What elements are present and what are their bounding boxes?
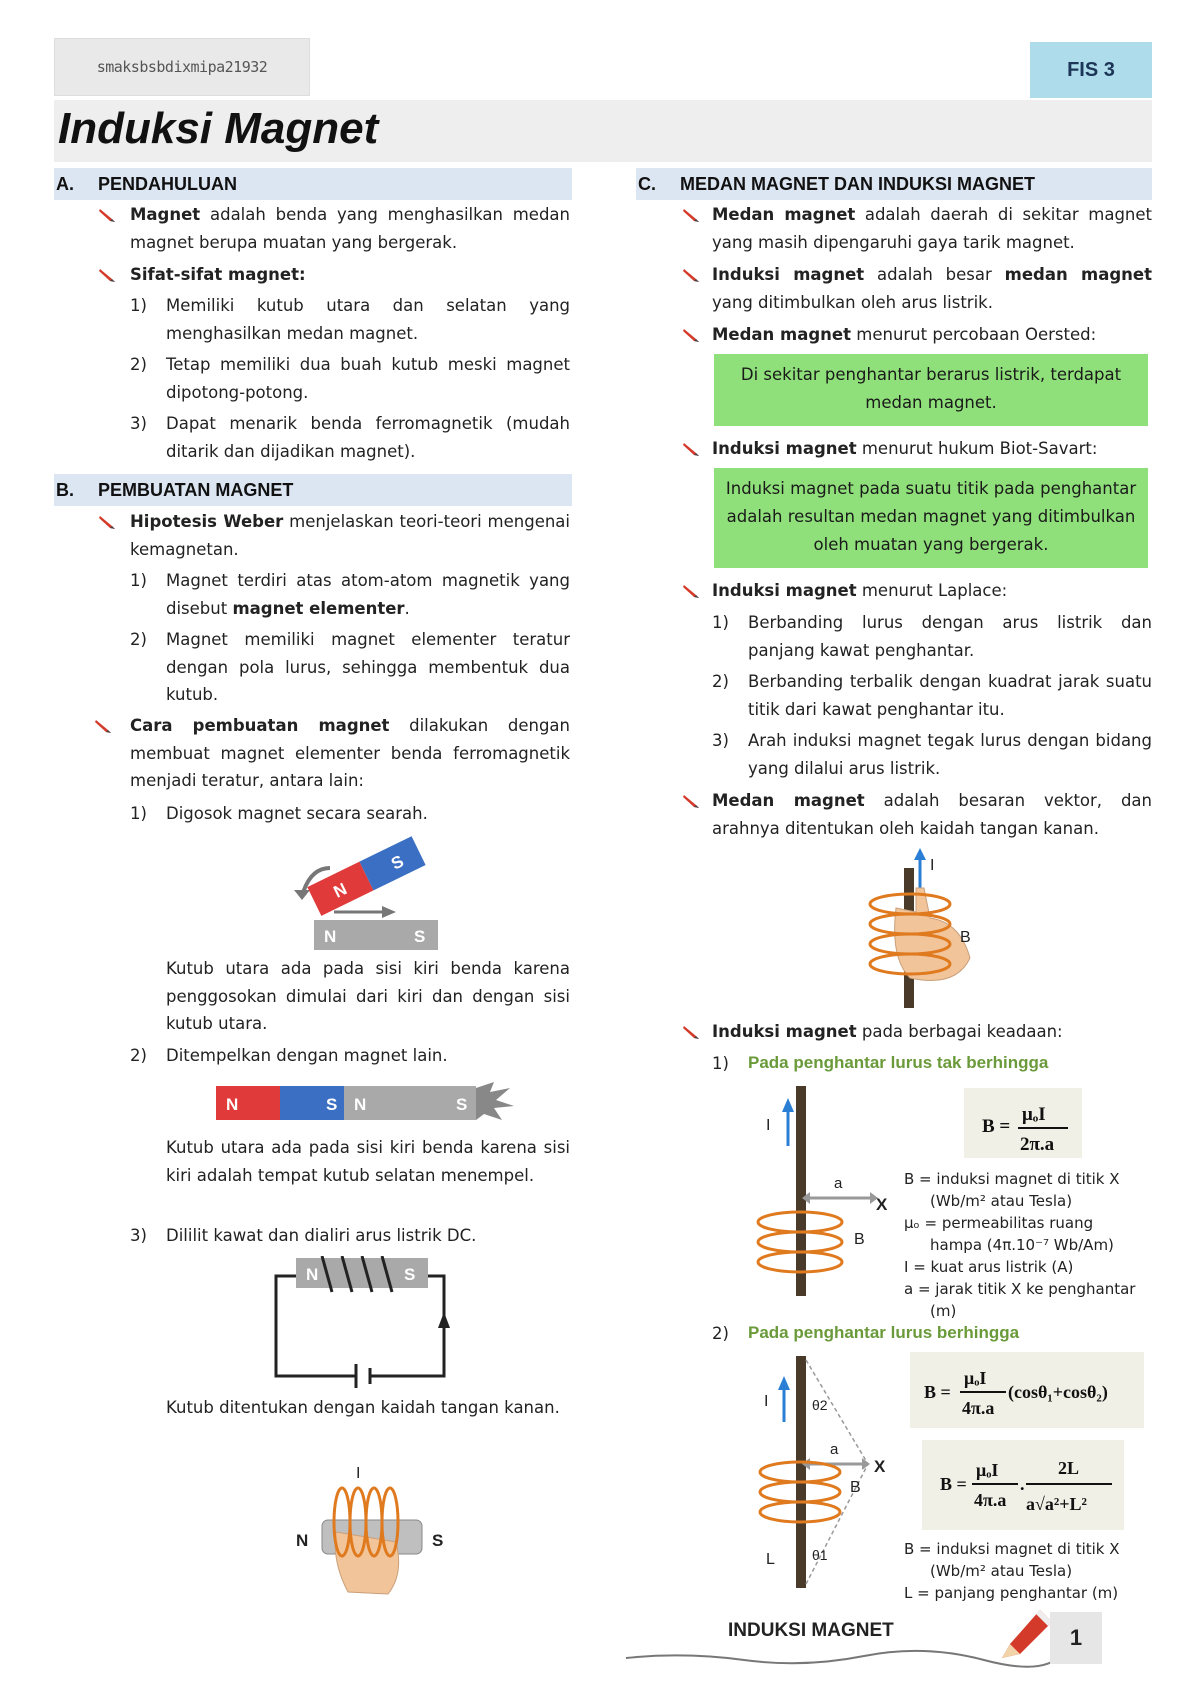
- svg-text:4π.a: 4π.a: [974, 1490, 1007, 1510]
- list-number: 3): [130, 1226, 147, 1245]
- point-x-label: X: [876, 1195, 888, 1214]
- right-hand-coil-illustration: [292, 1462, 452, 1598]
- case-1-title: Pada penghantar lurus tak berhingga: [748, 1053, 1049, 1072]
- current-label: I: [764, 1393, 769, 1410]
- list-number: 3): [130, 414, 147, 433]
- north-pole-label: N: [306, 1265, 319, 1284]
- distance-label: a: [830, 1441, 839, 1458]
- weber-hypothesis: Hipotesis Weber menjelaskan teori-teori mengenai kemagnetan.: [130, 512, 570, 559]
- point-x-label: X: [874, 1457, 886, 1476]
- section-letter: C.: [638, 173, 656, 194]
- svg-text:B =: B =: [982, 1116, 1011, 1137]
- section-letter: A.: [56, 173, 74, 194]
- list-item: Berbanding lurus dengan arus listrik dan panjang kawat penghantar.: [748, 613, 1152, 660]
- theta2-label: θ2: [812, 1397, 828, 1413]
- rubbing-note: Kutub utara ada pada sisi kiri benda karena penggosokan dimulai dari kiri dan dengan sisi kutub utara.: [166, 959, 570, 1033]
- svg-text:μₒI: μₒI: [976, 1460, 999, 1480]
- medan-magnet-definition: Medan magnet adalah daerah di sekitar magnet yang masih dipengaruhi gaya tarik magnet.: [712, 205, 1152, 252]
- formula-finite-wire-angle: [910, 1352, 1144, 1428]
- oersted-box: Di sekitar penghantar berarus listrik, terdapat medan magnet.: [714, 354, 1148, 426]
- current-label: I: [356, 1465, 361, 1482]
- keadaan-heading: Induksi magnet pada berbagai keadaan:: [712, 1022, 1063, 1041]
- svg-text:.: .: [1020, 1474, 1025, 1494]
- pencil-bullet-icon: [682, 326, 702, 344]
- biot-savart-box: Induksi magnet pada suatu titik pada penghantar adalah resultan medan magnet yang ditimbulkan oleh muatan yang bergerak.: [714, 468, 1148, 568]
- list-number: 1): [130, 296, 147, 315]
- list-item: Memiliki kutub utara dan selatan yang menghasilkan medan magnet.: [166, 296, 570, 343]
- list-number: 2): [130, 630, 147, 649]
- svg-text:2π.a: 2π.a: [1020, 1134, 1055, 1155]
- north-pole-label: N: [330, 879, 350, 902]
- south-pole-label: S: [414, 927, 426, 946]
- pencil-bullet-icon: [682, 792, 702, 810]
- sifat-heading: Sifat-sifat magnet:: [130, 265, 306, 284]
- list-item: Tetap memiliki dua buah kutub meski magnet dipotong-potong.: [166, 355, 570, 402]
- section-b-header: [54, 474, 572, 506]
- list-number: 2): [130, 355, 147, 374]
- section-title: PENDAHULUAN: [98, 173, 237, 194]
- section-c-header: [636, 168, 1152, 200]
- pencil-bullet-icon: [98, 206, 118, 224]
- case-2-legend: B = induksi magnet di titik X (Wb/m² atau Tesla) L = panjang penghantar (m): [904, 1540, 1120, 1602]
- list-item: Magnet terdiri atas atom-atom magnetik yang disebut magnet elementer.: [166, 571, 570, 618]
- biot-savart-heading: Induksi magnet menurut hukum Biot-Savart:: [712, 439, 1098, 458]
- svg-text:2L: 2L: [1058, 1458, 1080, 1478]
- north-pole-label: N: [296, 1531, 309, 1550]
- field-label: B: [850, 1479, 861, 1496]
- oersted-heading: Medan magnet menurut percobaan Oersted:: [712, 325, 1097, 344]
- document-tag: smaksbsbdixmipa21932: [54, 38, 310, 96]
- svg-text:μₒI: μₒI: [964, 1368, 987, 1388]
- pencil-bullet-icon: [682, 206, 702, 224]
- attached-note: Kutub utara ada pada sisi kiri benda karena sisi kiri adalah tempat kutub selatan menempel.: [166, 1138, 570, 1185]
- south-pole-label: S: [404, 1265, 416, 1284]
- svg-text:B =: B =: [924, 1382, 951, 1402]
- list-item: Dapat menarik benda ferromagnetik (mudah ditarik dan dijadikan magnet).: [166, 414, 570, 461]
- pencil-bullet-icon: [94, 717, 114, 735]
- page-title: Induksi Magnet: [58, 104, 379, 153]
- list-number: 1): [130, 571, 147, 590]
- cara-pembuatan: Cara pembuatan magnet dilakukan dengan membuat magnet elementer benda ferromagnetik menjadi teratur, antara lain:: [130, 716, 570, 790]
- induksi-magnet-definition: Induksi magnet adalah besar medan magnet yang ditimbulkan oleh arus listrik.: [712, 265, 1152, 312]
- south-pole-label: S: [388, 851, 407, 874]
- pencil-bullet-icon: [682, 266, 702, 284]
- current-label: I: [930, 857, 935, 874]
- pencil-bullet-icon: [682, 1023, 702, 1041]
- list-item: Arah induksi magnet tegak lurus dengan bidang yang dilalui arus listrik.: [748, 731, 1152, 778]
- pencil-bullet-icon: [682, 582, 702, 600]
- formula-finite-wire-length: [922, 1440, 1124, 1530]
- list-number: 1): [712, 613, 729, 632]
- list-item: Ditempelkan dengan magnet lain.: [166, 1046, 448, 1065]
- page-number: 1: [1050, 1612, 1102, 1664]
- svg-text:B =: B =: [940, 1474, 967, 1494]
- subject-code: FIS 3: [1030, 42, 1152, 98]
- magnet-definition: Magnet adalah benda yang menghasilkan medan magnet berupa muatan yang bergerak.: [130, 205, 570, 252]
- list-number: 1): [130, 804, 147, 823]
- laplace-heading: Induksi magnet menurut Laplace:: [712, 581, 1008, 600]
- pencil-bullet-icon: [682, 440, 702, 458]
- coil-note: Kutub ditentukan dengan kaidah tangan kanan.: [166, 1398, 560, 1417]
- list-number: 1): [712, 1054, 729, 1073]
- infinite-wire-diagram: [750, 1086, 910, 1296]
- formula-infinite-wire: [964, 1088, 1082, 1158]
- section-title: PEMBUATAN MAGNET: [98, 479, 294, 500]
- list-item: Dililit kawat dan dialiri arus listrik DC.: [166, 1226, 477, 1245]
- field-label: B: [854, 1231, 865, 1248]
- case-1-legend: B = induksi magnet di titik X (Wb/m² atau Tesla) μₒ = permeabilitas ruang hampa (4π.10⁻⁷ Wb/Am) I = kuat arus listrik (A) a = jarak titik X ke penghantar (m): [904, 1170, 1136, 1320]
- attached-magnet-illustration: [214, 1076, 526, 1126]
- pencil-bullet-icon: [98, 513, 118, 531]
- section-a-header: [54, 168, 572, 200]
- vektor-statement: Medan magnet adalah besaran vektor, dan arahnya ditentukan oleh kaidah tangan kanan.: [712, 791, 1152, 838]
- current-label: I: [766, 1117, 771, 1134]
- list-number: 2): [130, 1046, 147, 1065]
- north-pole-label: N: [226, 1095, 239, 1114]
- distance-label: a: [834, 1175, 843, 1192]
- svg-text:4π.a: 4π.a: [962, 1398, 995, 1418]
- south-pole-label: S: [326, 1095, 338, 1114]
- svg-text:μₒI: μₒI: [1022, 1104, 1046, 1125]
- svg-text:a√a²+L²: a√a²+L²: [1026, 1494, 1087, 1514]
- pencil-bullet-icon: [98, 266, 118, 284]
- list-item: Berbanding terbalik dengan kuadrat jarak suatu titik dari kawat penghantar itu.: [748, 672, 1152, 719]
- theta1-label: θ1: [812, 1547, 828, 1563]
- south-pole-label: S: [456, 1095, 468, 1114]
- svg-text:(cosθ₁+cosθ₂): (cosθ₁+cosθ₂): [1008, 1382, 1108, 1402]
- rubbing-magnet-illustration: [290, 828, 450, 952]
- north-pole-label: N: [354, 1095, 367, 1114]
- finite-wire-diagram: [750, 1356, 900, 1588]
- length-label: L: [766, 1551, 775, 1568]
- list-item: Magnet memiliki magnet elementer teratur dengan pola lurus, sehingga membentuk dua kutub.: [166, 630, 570, 704]
- list-item: Digosok magnet secara searah.: [166, 804, 428, 823]
- list-number: 2): [712, 1324, 729, 1343]
- section-letter: B.: [56, 479, 74, 500]
- pencil-icon: [996, 1604, 1056, 1664]
- right-hand-wire-illustration: [860, 848, 980, 1008]
- field-label: B: [960, 929, 971, 946]
- footer-label: INDUKSI MAGNET: [728, 1620, 894, 1641]
- list-number: 2): [712, 672, 729, 691]
- coil-circuit-illustration: [270, 1256, 460, 1388]
- south-pole-label: S: [432, 1531, 444, 1550]
- case-2-title: Pada penghantar lurus berhingga: [748, 1323, 1020, 1342]
- north-pole-label: N: [324, 927, 337, 946]
- list-number: 3): [712, 731, 729, 750]
- section-title: MEDAN MAGNET DAN INDUKSI MAGNET: [680, 173, 1035, 194]
